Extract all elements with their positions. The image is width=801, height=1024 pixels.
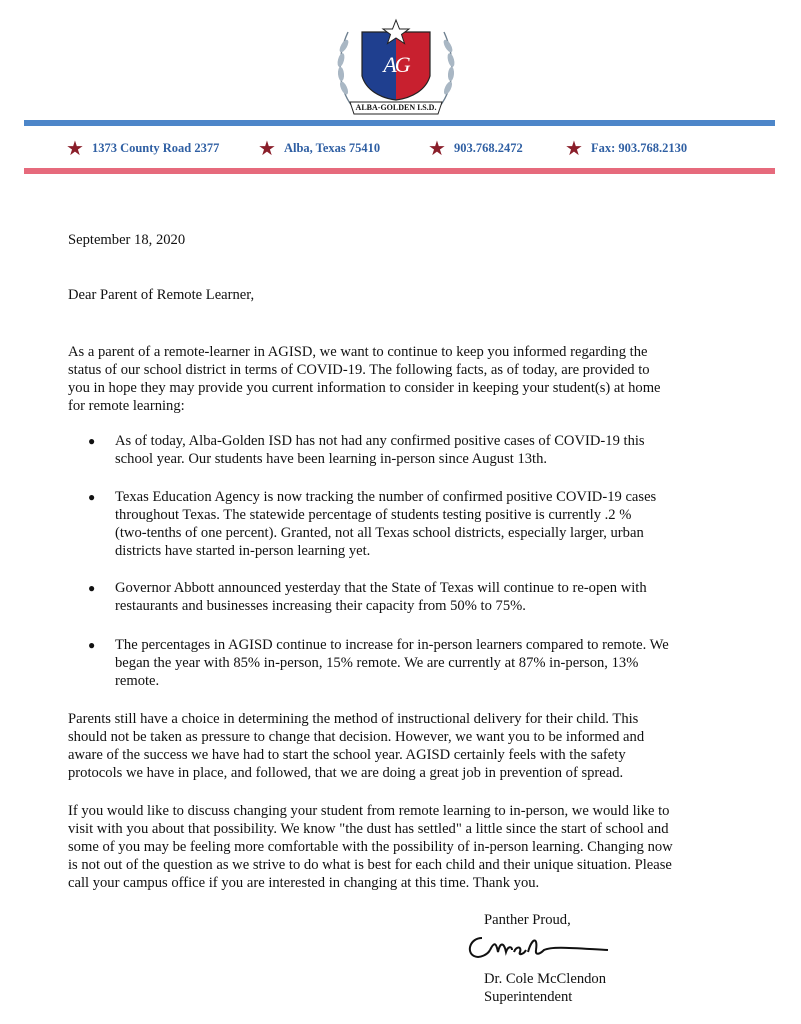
bullet-line: The percentages in AGISD continue to increase for in-person learners compared to remote. We <box>115 637 669 653</box>
contact-phone-text: 903.768.2472 <box>453 140 523 155</box>
header-red-rule <box>24 168 775 174</box>
paragraph-line: visit with you about that possibility. We know "the dust has settled" a little since the start of school and <box>68 821 669 837</box>
contact-fax <box>565 134 687 162</box>
paragraph-line: aware of the success we have had to start the school year. AGISD certainly feels with the safety <box>68 747 626 763</box>
contact-address-text: 1373 County Road 2377 <box>91 140 220 155</box>
intro-line: for remote learning: <box>68 398 185 414</box>
logo-monogram: AG <box>383 52 409 77</box>
closing: Panther Proud, <box>484 912 571 928</box>
handwritten-signature <box>462 928 612 968</box>
signer-title: Superintendent <box>484 989 573 1005</box>
district-logo <box>330 18 462 118</box>
intro-line: As a parent of a remote-learner in AGISD, we want to continue to keep you informed regarding the <box>68 344 648 360</box>
bullet-line: remote. <box>115 673 160 689</box>
bullet-dot: ● <box>88 490 96 504</box>
signer-name: Dr. Cole McClendon <box>484 971 607 987</box>
contact-city-text: Alba, Texas 75410 <box>283 140 381 155</box>
paragraph-line: some of you may be feeling more comfortable with the possibility of in-person learning. Changing now <box>68 839 673 855</box>
bullet-line: Governor Abbott announced yesterday that the State of Texas will continue to re-open with <box>115 580 647 596</box>
contact-phone <box>428 134 523 162</box>
star-icon: ★ <box>258 136 276 160</box>
bullet-dot: ● <box>88 434 96 448</box>
star-icon: ★ <box>428 136 446 160</box>
letter-salutation: Dear Parent of Remote Learner, <box>68 287 255 303</box>
bullet-dot: ● <box>88 581 96 595</box>
contact-address <box>66 134 219 162</box>
star-icon: ★ <box>565 136 583 160</box>
paragraph-line: If you would like to discuss changing your student from remote learning to in-person, we would like to <box>68 803 670 819</box>
bullet-line: As of today, Alba-Golden ISD has not had any confirmed positive cases of COVID-19 this <box>115 433 645 449</box>
paragraph-line: is not out of the question as we strive to do what is best for each child and their unique situation. Please <box>68 857 672 873</box>
paragraph-line: call your campus office if you are interested in changing at this time. Thank you. <box>68 875 540 891</box>
bullet-line: throughout Texas. The statewide percentage of students testing positive is currently .2 % <box>115 507 632 523</box>
bullet-line: districts have started in-person learning yet. <box>115 543 371 559</box>
bullet-line: began the year with 85% in-person, 15% remote. We are currently at 87% in-person, 13% <box>115 655 639 671</box>
contact-city <box>258 134 380 162</box>
logo-banner-text: ALBA-GOLDEN I.S.D. <box>355 103 437 112</box>
bullet-dot: ● <box>88 638 96 652</box>
paragraph-line: Parents still have a choice in determining the method of instructional delivery for their child. This <box>68 711 639 727</box>
bullet-line: school year. Our students have been learning in-person since August 13th. <box>115 451 548 467</box>
contact-fax-text: Fax: 903.768.2130 <box>590 140 688 155</box>
star-icon: ★ <box>66 136 84 160</box>
letter-date: September 18, 2020 <box>68 232 186 248</box>
paragraph-line: protocols we have in place, and followed, that we are doing a great job in prevention of spread. <box>68 765 624 781</box>
bullet-line: restaurants and businesses increasing their capacity from 50% to 75%. <box>115 598 526 614</box>
intro-line: you in hope they may provide you current information to consider in keeping your student(s) at home <box>68 380 661 396</box>
intro-line: status of our school district in terms of COVID-19. The following facts, as of today, are provided to <box>68 362 650 378</box>
bullet-line: Texas Education Agency is now tracking the number of confirmed positive COVID-19 cases <box>115 489 657 505</box>
bullet-line: (two-tenths of one percent). Granted, not all Texas school districts, especially larger, urban <box>115 525 644 541</box>
header-blue-rule <box>24 120 775 126</box>
paragraph-line: should not be taken as pressure to change that decision. However, we want you to be informed and <box>68 729 645 745</box>
